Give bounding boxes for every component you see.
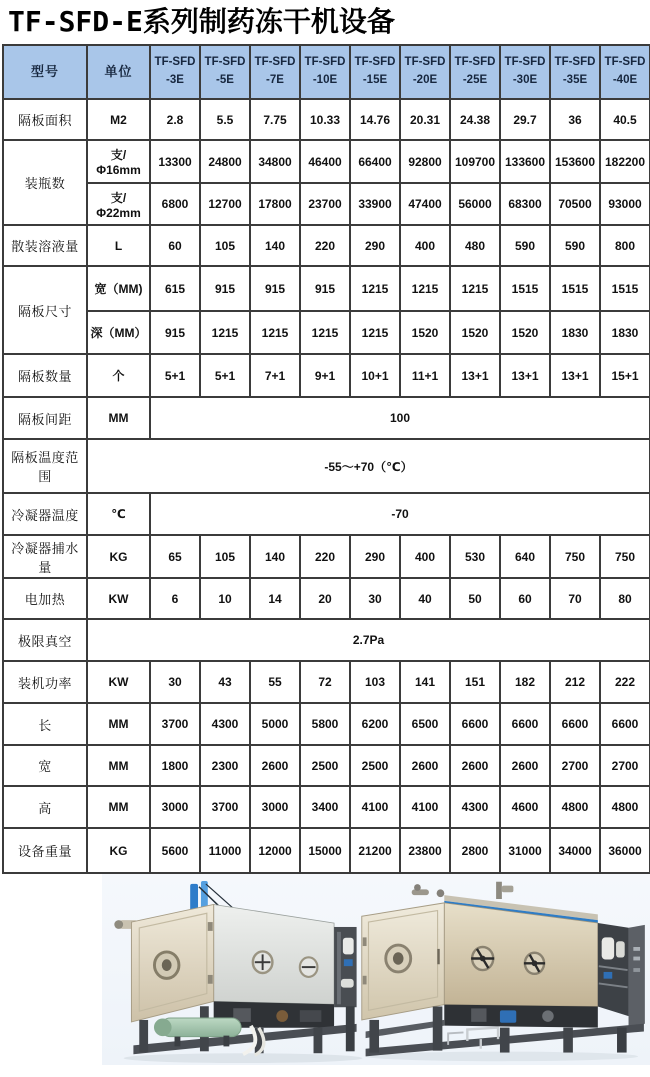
value-cell: 6600 [600, 703, 650, 745]
unit-cell: 个 [87, 354, 150, 397]
row-label-cell: 隔板面积 [3, 99, 87, 140]
value-cell: 800 [600, 225, 650, 266]
value-cell: 151 [450, 661, 500, 703]
value-cell: 1520 [450, 311, 500, 354]
model-suffix: -20E [412, 74, 438, 86]
value-cell: 66400 [350, 140, 400, 183]
model-prefix: TF-SFD [604, 56, 646, 69]
value-cell: 4800 [550, 786, 600, 828]
value-cell: 1515 [500, 266, 550, 311]
value-cell: 5000 [250, 703, 300, 745]
freeze-dryer-photo-right [356, 876, 650, 1065]
value-cell: 5600 [150, 828, 200, 873]
spec-row [3, 661, 650, 703]
value-cell: 11+1 [400, 354, 450, 397]
product-photos [0, 874, 650, 1065]
value-cell: 60 [500, 578, 550, 619]
value-cell: 640 [500, 535, 550, 578]
value-cell: 17800 [250, 183, 300, 225]
value-cell: 36000 [600, 828, 650, 873]
value-cell: 2.8 [150, 99, 200, 140]
spec-row [3, 828, 650, 873]
value-cell: 4100 [350, 786, 400, 828]
row-label-cell: 隔板温度范围 [3, 439, 87, 493]
value-cell: 2600 [450, 745, 500, 786]
page-title: TF-SFD-E系列制药冻干机设备 [8, 5, 395, 38]
value-cell: 1215 [350, 311, 400, 354]
row-label-cell: 高 [3, 786, 87, 828]
value-cell: 1830 [550, 311, 600, 354]
value-cell: 4300 [200, 703, 250, 745]
value-cell: 915 [150, 311, 200, 354]
value-cell: 68300 [500, 183, 550, 225]
value-cell: 47400 [400, 183, 450, 225]
model-suffix: -35E [562, 74, 588, 86]
model-suffix: -30E [512, 74, 538, 86]
spec-table-container [0, 44, 650, 874]
value-cell: 31000 [500, 828, 550, 873]
model-prefix: TF-SFD [354, 56, 396, 69]
model-prefix: TF-SFD [404, 56, 446, 69]
model-prefix: TF-SFD [304, 56, 346, 69]
value-cell: 93000 [600, 183, 650, 225]
value-cell: 15+1 [600, 354, 650, 397]
row-label-cell: 装瓶数 [3, 140, 87, 225]
value-cell: 13+1 [550, 354, 600, 397]
value-cell: 20.31 [400, 99, 450, 140]
value-cell: 2700 [600, 745, 650, 786]
value-cell: 105 [200, 535, 250, 578]
value-cell: 915 [300, 266, 350, 311]
value-cell: 11000 [200, 828, 250, 873]
value-cell: 400 [400, 535, 450, 578]
value-cell: 13+1 [450, 354, 500, 397]
model-suffix: -7E [266, 74, 284, 86]
merged-value-cell: -70 [150, 493, 650, 535]
value-cell: 4600 [500, 786, 550, 828]
row-label-cell: 隔板间距 [3, 397, 87, 439]
value-cell: 36 [550, 99, 600, 140]
row-label-cell: 设备重量 [3, 828, 87, 873]
value-cell: 480 [450, 225, 500, 266]
unit-cell: MM [87, 745, 150, 786]
unit-cell: MM [87, 703, 150, 745]
unit-cell: 支/Φ22mm [87, 183, 150, 225]
value-cell: 5800 [300, 703, 350, 745]
value-cell: 12000 [250, 828, 300, 873]
value-cell: 212 [550, 661, 600, 703]
model-suffix: -25E [462, 74, 488, 86]
spec-row [3, 578, 650, 619]
spec-row [3, 619, 650, 661]
value-cell: 14.76 [350, 99, 400, 140]
value-cell: 1830 [600, 311, 650, 354]
value-cell: 530 [450, 535, 500, 578]
value-cell: 222 [600, 661, 650, 703]
value-cell: 2300 [200, 745, 250, 786]
value-cell: 10.33 [300, 99, 350, 140]
spec-row [3, 786, 650, 828]
value-cell: 6500 [400, 703, 450, 745]
value-cell: 24800 [200, 140, 250, 183]
value-cell: 2700 [550, 745, 600, 786]
value-cell: 50 [450, 578, 500, 619]
spec-table [2, 44, 650, 874]
value-cell: 590 [500, 225, 550, 266]
value-cell: 15000 [300, 828, 350, 873]
value-cell: 14 [250, 578, 300, 619]
value-cell: 1520 [400, 311, 450, 354]
value-cell: 3400 [300, 786, 350, 828]
value-cell: 141 [400, 661, 450, 703]
spec-row [3, 397, 650, 439]
value-cell: 7+1 [250, 354, 300, 397]
value-cell: 133600 [500, 140, 550, 183]
model-column-header: 型号 [3, 45, 87, 99]
value-cell: 33900 [350, 183, 400, 225]
value-cell: 1520 [500, 311, 550, 354]
spec-row [3, 99, 650, 140]
value-cell: 2600 [500, 745, 550, 786]
row-label-cell: 装机功率 [3, 661, 87, 703]
value-cell: 3000 [250, 786, 300, 828]
value-cell: 400 [400, 225, 450, 266]
value-cell: 103 [350, 661, 400, 703]
value-cell: 13300 [150, 140, 200, 183]
value-cell: 290 [350, 535, 400, 578]
value-cell: 23700 [300, 183, 350, 225]
row-label-cell: 隔板尺寸 [3, 266, 87, 354]
spec-row [3, 703, 650, 745]
unit-cell: ℃ [87, 493, 150, 535]
value-cell: 2600 [250, 745, 300, 786]
value-cell: 40 [400, 578, 450, 619]
value-cell: 1800 [150, 745, 200, 786]
unit-cell: KW [87, 578, 150, 619]
value-cell: 10 [200, 578, 250, 619]
value-cell: 2500 [350, 745, 400, 786]
unit-cell: MM [87, 397, 150, 439]
merged-value-cell: 100 [150, 397, 650, 439]
value-cell: 109700 [450, 140, 500, 183]
value-cell: 615 [150, 266, 200, 311]
freeze-dryer-photo-left [106, 879, 368, 1065]
spec-row [3, 266, 650, 311]
value-cell: 1515 [600, 266, 650, 311]
merged-value-cell: -55～+70（℃） [87, 439, 650, 493]
unit-cell: L [87, 225, 150, 266]
row-label-cell: 冷凝器捕水量 [3, 535, 87, 578]
model-prefix: TF-SFD [204, 56, 246, 69]
value-cell: 590 [550, 225, 600, 266]
value-cell: 43 [200, 661, 250, 703]
row-label-cell: 长 [3, 703, 87, 745]
model-header-cell [450, 45, 500, 99]
row-label-cell: 极限真空 [3, 619, 87, 661]
value-cell: 29.7 [500, 99, 550, 140]
value-cell: 290 [350, 225, 400, 266]
value-cell: 915 [200, 266, 250, 311]
value-cell: 55 [250, 661, 300, 703]
unit-cell: 支/Φ16mm [87, 140, 150, 183]
value-cell: 56000 [450, 183, 500, 225]
value-cell: 5+1 [150, 354, 200, 397]
value-cell: 6800 [150, 183, 200, 225]
spec-row [3, 354, 650, 397]
value-cell: 6 [150, 578, 200, 619]
model-header-cell [400, 45, 450, 99]
model-header-cell [250, 45, 300, 99]
unit-cell: KG [87, 535, 150, 578]
row-label-cell: 散装溶液量 [3, 225, 87, 266]
value-cell: 40.5 [600, 99, 650, 140]
value-cell: 5+1 [200, 354, 250, 397]
value-cell: 220 [300, 535, 350, 578]
value-cell: 30 [350, 578, 400, 619]
value-cell: 1515 [550, 266, 600, 311]
value-cell: 4100 [400, 786, 450, 828]
value-cell: 153600 [550, 140, 600, 183]
model-suffix: -40E [612, 74, 638, 86]
value-cell: 140 [250, 535, 300, 578]
value-cell: 182200 [600, 140, 650, 183]
value-cell: 2800 [450, 828, 500, 873]
value-cell: 3700 [150, 703, 200, 745]
value-cell: 1215 [350, 266, 400, 311]
spec-row [3, 439, 650, 493]
unit-cell: 宽（MM) [87, 266, 150, 311]
spec-row [3, 140, 650, 183]
spec-row [3, 745, 650, 786]
value-cell: 915 [250, 266, 300, 311]
value-cell: 60 [150, 225, 200, 266]
value-cell: 1215 [450, 266, 500, 311]
model-prefix: TF-SFD [554, 56, 596, 69]
value-cell: 34800 [250, 140, 300, 183]
value-cell: 1215 [300, 311, 350, 354]
model-prefix: TF-SFD [154, 56, 196, 69]
value-cell: 6600 [550, 703, 600, 745]
row-label-cell: 宽 [3, 745, 87, 786]
value-cell: 6600 [450, 703, 500, 745]
photo-background [102, 874, 650, 1065]
model-suffix: -10E [312, 74, 338, 86]
spec-row [3, 183, 650, 225]
model-suffix: -15E [362, 74, 388, 86]
model-header-cell [150, 45, 200, 99]
value-cell: 20 [300, 578, 350, 619]
unit-cell: MM [87, 786, 150, 828]
merged-value-cell: 2.7Pa [87, 619, 650, 661]
value-cell: 65 [150, 535, 200, 578]
value-cell: 1215 [200, 311, 250, 354]
value-cell: 21200 [350, 828, 400, 873]
value-cell: 2600 [400, 745, 450, 786]
value-cell: 750 [550, 535, 600, 578]
model-header-cell [350, 45, 400, 99]
value-cell: 4800 [600, 786, 650, 828]
value-cell: 10+1 [350, 354, 400, 397]
model-header-cell [550, 45, 600, 99]
model-suffix: -3E [166, 74, 184, 86]
unit-cell: M2 [87, 99, 150, 140]
value-cell: 3700 [200, 786, 250, 828]
value-cell: 46400 [300, 140, 350, 183]
value-cell: 105 [200, 225, 250, 266]
spec-row [3, 311, 650, 354]
model-suffix: -5E [216, 74, 234, 86]
value-cell: 4300 [450, 786, 500, 828]
model-header-cell [600, 45, 650, 99]
value-cell: 23800 [400, 828, 450, 873]
value-cell: 5.5 [200, 99, 250, 140]
model-header-cell [500, 45, 550, 99]
model-header-cell [300, 45, 350, 99]
value-cell: 220 [300, 225, 350, 266]
value-cell: 6200 [350, 703, 400, 745]
value-cell: 12700 [200, 183, 250, 225]
value-cell: 2500 [300, 745, 350, 786]
unit-cell: KW [87, 661, 150, 703]
value-cell: 750 [600, 535, 650, 578]
header-row [3, 45, 650, 99]
spec-row [3, 225, 650, 266]
value-cell: 80 [600, 578, 650, 619]
value-cell: 24.38 [450, 99, 500, 140]
value-cell: 72 [300, 661, 350, 703]
model-prefix: TF-SFD [254, 56, 296, 69]
row-label-cell: 冷凝器温度 [3, 493, 87, 535]
model-prefix: TF-SFD [504, 56, 546, 69]
value-cell: 6600 [500, 703, 550, 745]
value-cell: 13+1 [500, 354, 550, 397]
model-prefix: TF-SFD [454, 56, 496, 69]
spec-row [3, 493, 650, 535]
spec-row [3, 535, 650, 578]
value-cell: 9+1 [300, 354, 350, 397]
value-cell: 3000 [150, 786, 200, 828]
row-label-cell: 电加热 [3, 578, 87, 619]
value-cell: 182 [500, 661, 550, 703]
unit-cell: KG [87, 828, 150, 873]
value-cell: 70 [550, 578, 600, 619]
value-cell: 70500 [550, 183, 600, 225]
value-cell: 1215 [250, 311, 300, 354]
unit-column-header: 单位 [87, 45, 150, 99]
value-cell: 30 [150, 661, 200, 703]
value-cell: 140 [250, 225, 300, 266]
value-cell: 7.75 [250, 99, 300, 140]
model-header-cell [200, 45, 250, 99]
value-cell: 34000 [550, 828, 600, 873]
row-label-cell: 隔板数量 [3, 354, 87, 397]
value-cell: 92800 [400, 140, 450, 183]
value-cell: 1215 [400, 266, 450, 311]
unit-cell: 深（MM） [87, 311, 150, 354]
